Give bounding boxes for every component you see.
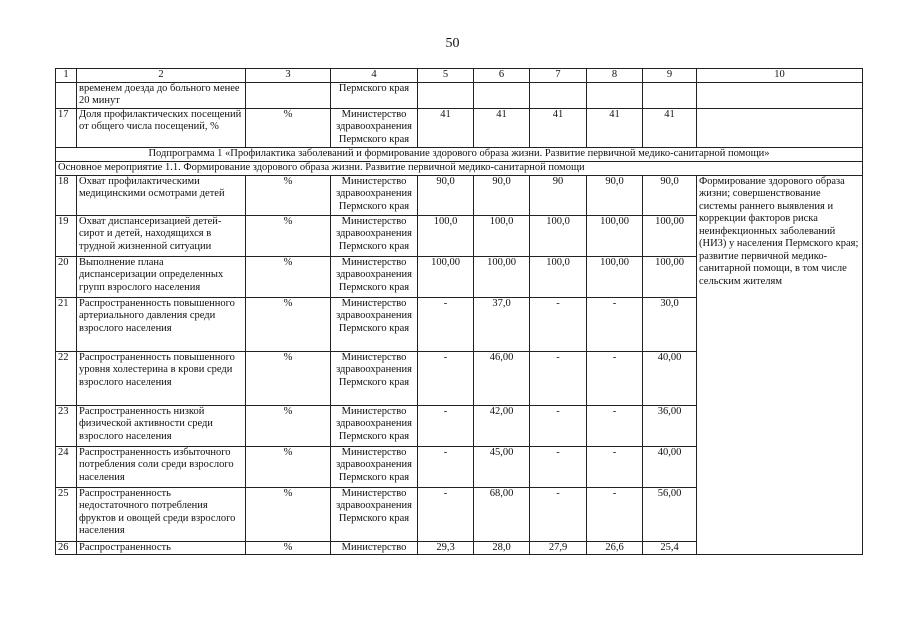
header-cell: 7: [530, 69, 587, 83]
indicator-name: Распространенность избыточного потребления соли среди взрослого населения: [77, 446, 246, 487]
indicator-name: Выполнение плана диспансеризации определенных групп взрослого населения: [77, 256, 246, 297]
value-cell: 25,4: [643, 541, 697, 555]
executor-cell: Министерство здравоохранения Пермского края: [331, 487, 418, 541]
value-cell: 90,0: [474, 175, 530, 215]
unit-cell: %: [246, 446, 331, 487]
value-cell: 30,0: [643, 297, 697, 351]
value-cell: 41: [643, 108, 697, 147]
value-cell: -: [418, 487, 474, 541]
row-number: 17: [56, 108, 77, 147]
unit-cell: %: [246, 541, 331, 555]
unit-cell: %: [246, 405, 331, 446]
value-cell: 28,0: [474, 541, 530, 555]
value-cell: 90,0: [643, 175, 697, 215]
value-cell: -: [530, 487, 587, 541]
header-row: [56, 69, 863, 83]
value-cell: [474, 82, 530, 108]
value-cell: -: [587, 405, 643, 446]
value-cell: 100,00: [587, 215, 643, 256]
table-row: [56, 175, 863, 215]
row-number: 23: [56, 405, 77, 446]
value-cell: -: [418, 405, 474, 446]
value-cell: 40,00: [643, 351, 697, 405]
executor-cell: Министерство здравоохранения Пермского края: [331, 297, 418, 351]
unit-cell: %: [246, 175, 331, 215]
page-number: 50: [445, 36, 460, 51]
header-cell: 9: [643, 69, 697, 83]
executor-cell: Министерство здравоохранения Пермского края: [331, 256, 418, 297]
value-cell: 45,00: [474, 446, 530, 487]
unit-cell: %: [246, 256, 331, 297]
indicator-name: Распространенность повышенного уровня холестерина в крови среди взрослого населения: [77, 351, 246, 405]
value-cell: -: [587, 487, 643, 541]
indicator-name: Распространенность низкой физической активности среди взрослого населения: [77, 405, 246, 446]
note-cell: [697, 82, 863, 108]
row-number: 24: [56, 446, 77, 487]
indicator-name: Распространенность повышенного артериального давления среди взрослого населения: [77, 297, 246, 351]
value-cell: 100,0: [474, 215, 530, 256]
row-number: [56, 82, 77, 108]
value-cell: -: [587, 446, 643, 487]
value-cell: 100,00: [643, 215, 697, 256]
value-cell: 100,00: [418, 256, 474, 297]
header-cell: 6: [474, 69, 530, 83]
unit-cell: %: [246, 351, 331, 405]
indicator-name: временем доезда до больного менее 20 минут: [77, 82, 246, 108]
executor-cell: Министерство: [331, 541, 418, 555]
value-cell: -: [530, 297, 587, 351]
subprogram-row: [56, 147, 863, 161]
value-cell: 90: [530, 175, 587, 215]
executor-cell: Министерство здравоохранения Пермского края: [331, 175, 418, 215]
row-number: 18: [56, 175, 77, 215]
table-row: [56, 108, 863, 147]
value-cell: -: [587, 297, 643, 351]
row-number: 25: [56, 487, 77, 541]
unit-cell: %: [246, 297, 331, 351]
value-cell: 100,0: [530, 215, 587, 256]
value-cell: [643, 82, 697, 108]
value-cell: 100,0: [530, 256, 587, 297]
header-cell: 3: [246, 69, 331, 83]
executor-cell: Министерство здравоохранения Пермского края: [331, 108, 418, 147]
value-cell: [530, 82, 587, 108]
value-cell: -: [530, 405, 587, 446]
subprogram-title: Подпрограмма 1 «Профилактика заболеваний и формирование здорового образа жизни. Развитие первичной медико-санитарной помощи»: [56, 147, 863, 161]
value-cell: 68,00: [474, 487, 530, 541]
header-cell: 2: [77, 69, 246, 83]
value-cell: 90,0: [418, 175, 474, 215]
executor-cell: Министерство здравоохранения Пермского края: [331, 446, 418, 487]
executor-cell: Пермского края: [331, 82, 418, 108]
value-cell: 36,00: [643, 405, 697, 446]
unit-cell: [246, 82, 331, 108]
header-cell: 8: [587, 69, 643, 83]
table-row: [56, 82, 863, 108]
value-cell: 90,0: [587, 175, 643, 215]
value-cell: -: [587, 351, 643, 405]
activity-row: [56, 161, 863, 175]
indicator-name: Охват диспансеризацией детей-сирот и детей, находящихся в трудной жизненной ситуации: [77, 215, 246, 256]
indicator-name: Охват профилактическими медицинскими осмотрами детей: [77, 175, 246, 215]
header-cell: 10: [697, 69, 863, 83]
value-cell: 100,00: [643, 256, 697, 297]
value-cell: -: [418, 297, 474, 351]
header-cell: 5: [418, 69, 474, 83]
value-cell: 46,00: [474, 351, 530, 405]
row-number: 20: [56, 256, 77, 297]
value-cell: 41: [474, 108, 530, 147]
executor-cell: Министерство здравоохранения Пермского края: [331, 405, 418, 446]
value-cell: 56,00: [643, 487, 697, 541]
value-cell: 41: [530, 108, 587, 147]
value-cell: -: [418, 351, 474, 405]
value-cell: -: [530, 446, 587, 487]
value-cell: 41: [418, 108, 474, 147]
value-cell: -: [530, 351, 587, 405]
value-cell: 40,00: [643, 446, 697, 487]
value-cell: 27,9: [530, 541, 587, 555]
value-cell: 26,6: [587, 541, 643, 555]
indicator-name: Распространенность недостаточного потребления фруктов и овощей среди взрослого населения: [77, 487, 246, 541]
row-number: 26: [56, 541, 77, 555]
value-cell: 100,00: [587, 256, 643, 297]
value-cell: [418, 82, 474, 108]
row-number: 21: [56, 297, 77, 351]
note-cell: [697, 108, 863, 147]
activity-title: Основное мероприятие 1.1. Формирование здорового образа жизни. Развитие первичной медико-санитарной помощи: [56, 161, 863, 175]
indicators-table: [55, 68, 863, 555]
value-cell: -: [418, 446, 474, 487]
unit-cell: %: [246, 215, 331, 256]
executor-cell: Министерство здравоохранения Пермского края: [331, 351, 418, 405]
unit-cell: %: [246, 487, 331, 541]
header-cell: 4: [331, 69, 418, 83]
value-cell: 100,0: [418, 215, 474, 256]
note-cell: Формирование здорового образа жизни; совершенствование системы раннего выявления и коррекции факторов риска неинфекционных заболеваний (НИЗ) у населения Пермского края; развитие первичной медико-санитарной помощи, в том числе сельским жителям: [697, 175, 863, 555]
indicator-name: Распространенность: [77, 541, 246, 555]
executor-cell: Министерство здравоохранения Пермского края: [331, 215, 418, 256]
value-cell: 29,3: [418, 541, 474, 555]
unit-cell: %: [246, 108, 331, 147]
header-cell: 1: [56, 69, 77, 83]
value-cell: 42,00: [474, 405, 530, 446]
value-cell: 100,00: [474, 256, 530, 297]
value-cell: 41: [587, 108, 643, 147]
indicator-name: Доля профилактических посещений от общего числа посещений, %: [77, 108, 246, 147]
row-number: 22: [56, 351, 77, 405]
value-cell: 37,0: [474, 297, 530, 351]
value-cell: [587, 82, 643, 108]
row-number: 19: [56, 215, 77, 256]
